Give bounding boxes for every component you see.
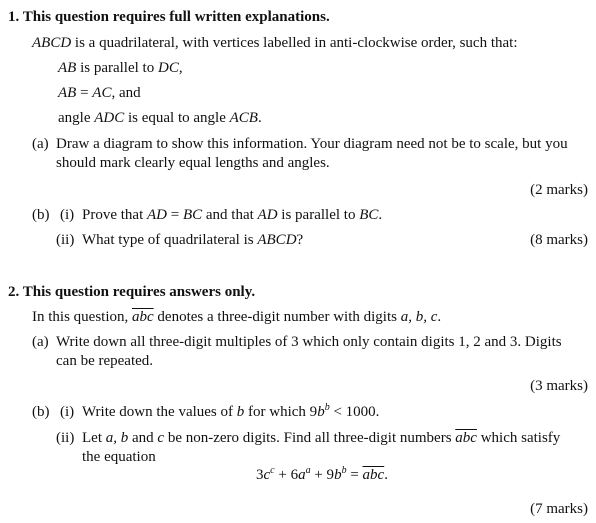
eq-3: + 9 [310,467,335,483]
q1b-ii-3: ? [296,232,304,248]
q2b-i-6: < 1000. [329,404,380,420]
q1-cond3-b: ADC [94,110,125,126]
q1b-i-5: and that [202,207,258,223]
eq-2: + 6 [274,467,299,483]
q1-cond2-d: , and [111,85,141,101]
q2-intro-2: denotes a three-digit number with digits [153,309,401,325]
q1-cond1-b: is parallel to [76,60,158,76]
q1-condition-3 [58,109,262,127]
q1b-i-4: BC [182,207,203,223]
q1-cond2-c: AC [92,85,112,101]
q1-heading-text: This question requires full written explanations. [22,9,330,25]
q1-intro [32,34,518,52]
q2b-i-5: b [324,402,330,413]
q2b-ii-6: $\overline{abc}$ [455,430,477,446]
q1-cond3-a: angle [58,110,95,126]
q1-intro-vars: ABCD [32,35,72,51]
q2-heading [8,283,255,301]
eq-c-sup: c [270,465,275,476]
q1b-ii-label: (ii) [56,232,75,248]
q1b-ii-1: What type of quadrilateral is [82,232,258,248]
eq-c: c [263,467,271,483]
q2-intro-abc: $\overline{abc}$ [132,309,154,325]
q2b-i-1: Write down the values of [82,404,237,420]
q1b-marks: (8 marks) [530,232,588,248]
q1a-line1: Draw a diagram to show this information. Your diagram need not be to scale, but you [56,136,568,152]
eq-1: 3 [256,467,264,483]
q2b-label: (b) [32,404,50,420]
q1-intro-rest: is a quadrilateral, with vertices labelled in anti-clockwise order, such that: [71,35,518,51]
q2b-i-label: (i) [60,404,75,420]
q2-equation [256,466,388,484]
q1-cond3-e: . [257,110,262,126]
eq-a-sup: a [305,465,311,476]
q2b-i-3: for which 9 [244,404,318,420]
q1b-i-8: BC [359,207,379,223]
q1-heading [8,8,330,26]
q2b-ii-2: a, b [105,430,129,446]
q1-cond1-d: , [178,60,183,76]
q1-number: 1. [8,9,20,25]
q2b-ii-5: be non-zero digits. Find all three-digit numbers [164,430,456,446]
q2-intro-3: a, b, c [400,309,438,325]
q1b-i-1: Prove that [82,207,147,223]
q1-cond2-b: = [76,85,93,101]
eq-5: . [384,467,388,483]
q2-intro [32,308,441,326]
q2-number: 2. [8,284,20,300]
q2b-i-2: b [236,404,245,420]
q2-heading-text: This question requires answers only. [22,284,256,300]
eq-4: = [346,467,363,483]
q2b-i-text [82,403,379,421]
q1b-i-7: is parallel to [277,207,360,223]
q1b-i-6: AD [257,207,278,223]
q1a-marks: (2 marks) [530,182,588,198]
q1b-i-text [82,206,382,224]
q1-condition-2 [58,84,141,102]
q2b-marks: (7 marks) [530,501,588,517]
q2b-ii-label: (ii) [56,430,75,446]
q2a-line1: Write down all three-digit multiples of 3 which only contain digits 1, 2 and 3. Digits [56,334,562,350]
q1-cond3-c: is equal to angle [124,110,230,126]
q2b-ii-line2: the equation [82,449,156,465]
q2b-ii-text [82,429,560,447]
q2b-ii-4: c [157,430,165,446]
q1b-ii-text [82,231,303,249]
q1a-label: (a) [32,136,49,152]
eq-b: b [334,467,342,483]
q1b-i-9: . [378,207,383,223]
q2-intro-4: . [437,309,442,325]
q1-cond1-c: DC [157,60,179,76]
eq-b-sup: b [341,465,347,476]
q1b-i-2: AD [147,207,167,223]
q1-cond1-a: AB [58,60,77,76]
q1b-label: (b) [32,207,50,223]
q1b-i-label: (i) [60,207,75,223]
q2b-ii-1: Let [82,430,106,446]
q2a-marks: (3 marks) [530,378,588,394]
q2b-ii-7: which satisfy [476,430,561,446]
eq-a: a [298,467,306,483]
q1-cond2-a: AB [58,85,77,101]
q1a-line2: should mark clearly equal lengths and angles. [56,155,330,171]
q2a-label: (a) [32,334,49,350]
q2b-ii-3: and [128,430,158,446]
q1b-ii-2: ABCD [257,232,297,248]
q1-condition-1 [58,59,183,77]
q1b-i-3: = [167,207,183,223]
q2a-line2: can be repeated. [56,353,154,369]
eq-abc: $\overline{abc}$ [362,467,385,483]
q1-cond3-d: ACB [229,110,258,126]
q2-intro-1: In this question, [32,309,132,325]
q2b-i-4: b [317,404,325,420]
